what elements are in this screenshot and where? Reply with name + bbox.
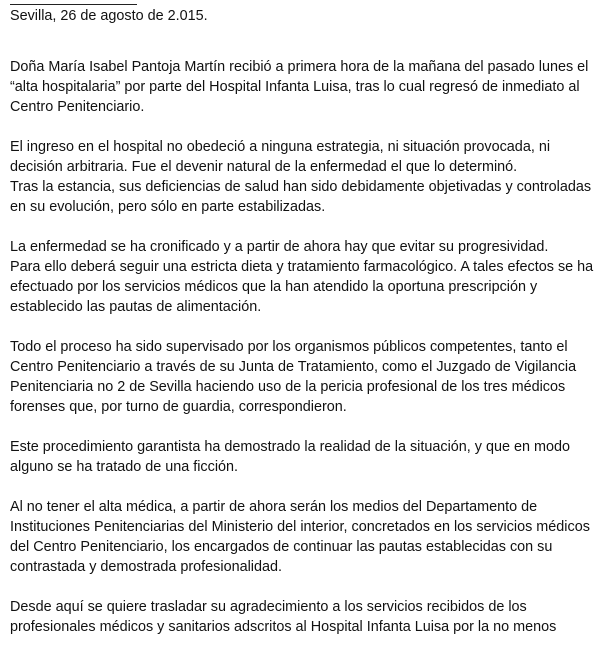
text-line: El ingreso en el hospital no obedeció a ninguna estrategia, ni situación provocada, ni <box>10 139 551 155</box>
text-line: Todo el proceso ha sido supervisado por los organismos públicos competentes, tanto el <box>10 339 568 355</box>
text-line: Para ello deberá seguir una estricta dieta y tratamiento farmacológico. A tales efectos se ha <box>10 259 594 275</box>
text-line: efectuado por los servicios médicos que la han atendido la oportuna prescripción y <box>10 279 538 295</box>
date-line: Sevilla, 26 de agosto de 2.015. <box>10 8 208 24</box>
paragraph <box>10 597 596 637</box>
paragraph <box>10 137 596 217</box>
text-line: Instituciones Penitenciarias del Ministerio del interior, concretados en los servicios médicos <box>10 519 590 535</box>
text-line: Al no tener el alta médica, a partir de ahora serán los medios del Departamento de <box>10 499 538 515</box>
text-line: Centro Penitenciario. <box>10 99 145 115</box>
paragraph <box>10 497 596 577</box>
document-body <box>10 57 596 657</box>
paragraph <box>10 437 596 477</box>
text-line: Este procedimiento garantista ha demostrado la realidad de la situación, y que en modo <box>10 439 570 455</box>
text-line: contrastada y demostrada profesionalidad. <box>10 559 282 575</box>
text-line: en su evolución, pero sólo en parte estabilizadas. <box>10 199 326 215</box>
text-line: Desde aquí se quiere trasladar su agradecimiento a los servicios recibidos de los <box>10 599 527 615</box>
text-line: alguno se ha tratado de una ficción. <box>10 459 239 475</box>
text-line: Penitenciaria no 2 de Sevilla haciendo uso de la pericia profesional de los tres médicos <box>10 379 566 395</box>
text-line: profesionales médicos y sanitarios adscritos al Hospital Infanta Luisa por la no menos <box>10 619 557 635</box>
text-line: establecido las pautas de alimentación. <box>10 299 262 315</box>
text-line: “alta hospitalaria” por parte del Hospital Infanta Luisa, tras lo cual regresó de inmediato al <box>10 79 580 95</box>
text-line: forenses que, por turno de guardia, correspondieron. <box>10 399 347 415</box>
paragraph <box>10 337 596 417</box>
text-line: Doña María Isabel Pantoja Martín recibió a primera hora de la mañana del pasado lunes el <box>10 59 589 75</box>
text-line: decisión arbitraria. Fue el devenir natural de la enfermedad el que lo determinó. <box>10 159 518 175</box>
text-line: del Centro Penitenciario, los encargados de continuar las pautas establecidas con su <box>10 539 553 555</box>
top-rule <box>10 4 137 5</box>
text-line: Centro Penitenciario a través de su Junta de Tratamiento, como el Juzgado de Vigilancia <box>10 359 577 375</box>
paragraph <box>10 57 596 117</box>
text-line: La enfermedad se ha cronificado y a partir de ahora hay que evitar su progresividad. <box>10 239 549 255</box>
paragraph <box>10 237 596 317</box>
text-line: Tras la estancia, sus deficiencias de salud han sido debidamente objetivadas y controladas <box>10 179 592 195</box>
